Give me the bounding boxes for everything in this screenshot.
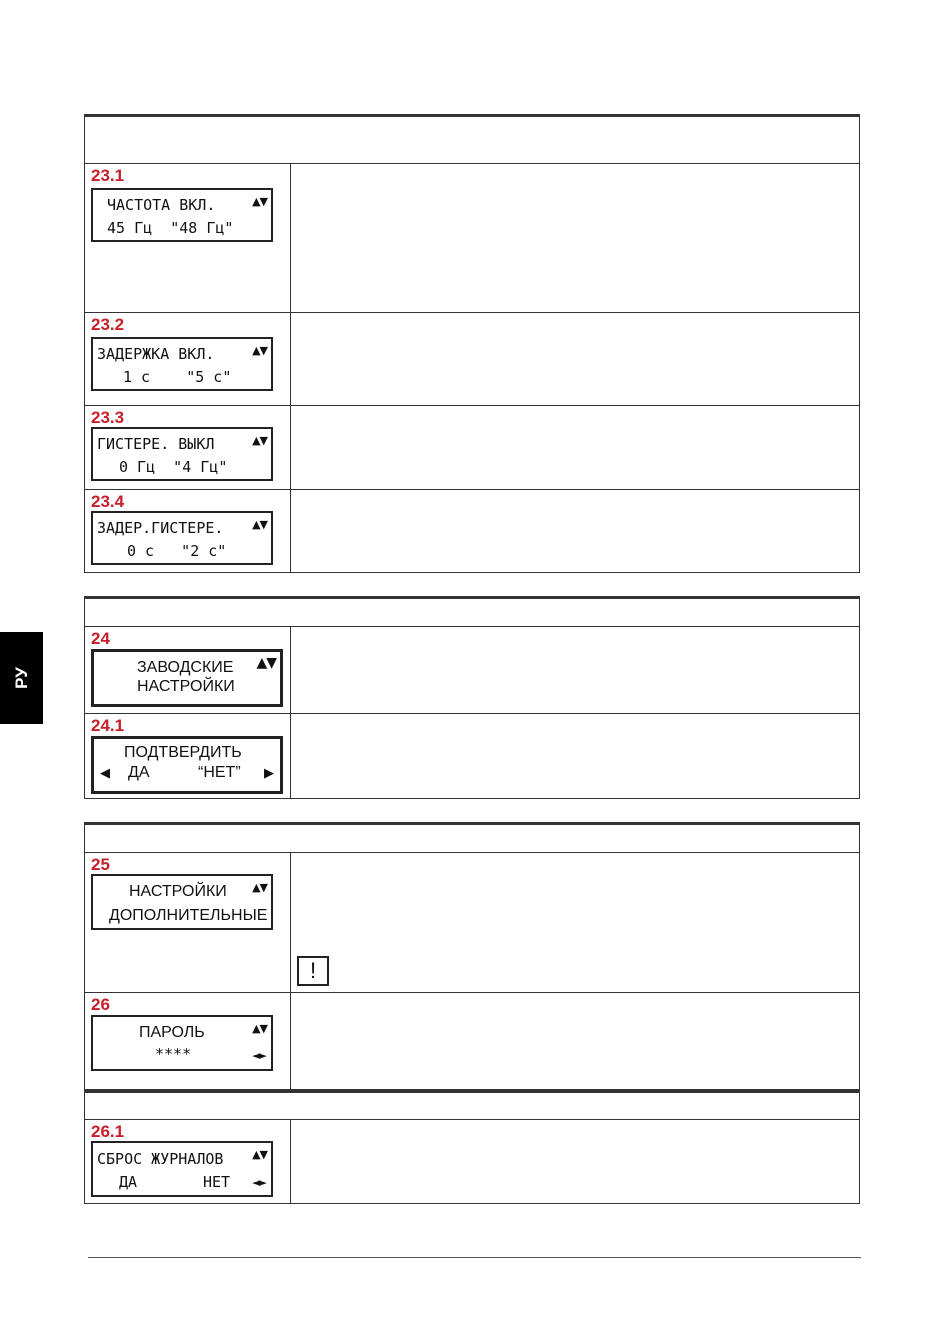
left-arrow-icon: ◀	[100, 766, 110, 781]
description-cell	[291, 406, 859, 489]
lcd-display	[91, 427, 273, 481]
step-number: 26.1	[91, 1122, 125, 1141]
lcd-display	[91, 1015, 273, 1071]
lcd-line-2: 1 с "5 с"	[123, 368, 232, 386]
lcd-line-1: ПАРОЛЬ	[139, 1024, 205, 1041]
lcd-line-1: ЗАДЕР.ГИСТЕРЕ.	[97, 519, 224, 537]
step-number: 23.2	[91, 315, 125, 334]
display-cell	[85, 993, 291, 1089]
step-number: 23.4	[91, 492, 125, 511]
display-cell	[85, 714, 291, 798]
up-down-arrows-icon: ▲▼	[252, 344, 267, 357]
table-row	[85, 853, 859, 992]
lcd-line-2: 0 с "2 с"	[127, 542, 227, 560]
step-number: 24.1	[91, 716, 125, 735]
option-no: НЕТ	[203, 1173, 231, 1191]
lcd-line-1: ЧАСТОТА ВКЛ.	[107, 196, 216, 214]
option-no: “НЕТ”	[198, 764, 241, 781]
section-header	[85, 115, 859, 164]
warning-icon: !	[297, 956, 329, 986]
lcd-line-1: ЗАДЕРЖКА ВКЛ.	[97, 345, 215, 363]
section-23	[84, 114, 860, 573]
description-cell	[291, 1120, 859, 1203]
up-down-arrows-icon: ▲▼	[252, 195, 267, 208]
option-yes: ДА	[128, 764, 150, 781]
lcd-display	[91, 736, 283, 794]
lcd-display	[91, 649, 283, 707]
left-right-arrows-icon: ◄►	[252, 1049, 265, 1062]
section-header	[85, 1091, 859, 1120]
right-arrow-icon: ▶	[264, 766, 274, 781]
table-row	[85, 405, 859, 489]
section-26-1	[84, 1090, 860, 1204]
up-down-arrows-icon: ▲▼	[252, 518, 267, 531]
display-cell	[85, 627, 291, 713]
lcd-display	[91, 511, 273, 565]
table-row	[85, 312, 859, 405]
language-tab	[0, 632, 43, 724]
lcd-line-1: ГИСТЕРЕ. ВЫКЛ	[97, 435, 215, 453]
display-cell	[85, 313, 291, 405]
description-cell	[291, 627, 859, 713]
step-number: 25	[91, 855, 110, 874]
display-cell	[85, 853, 291, 992]
footer-rule	[88, 1257, 861, 1258]
lcd-line-2: НАСТРОЙКИ	[137, 678, 235, 695]
display-cell	[85, 164, 291, 312]
up-down-arrows-icon: ▲▼	[252, 1148, 267, 1161]
description-cell	[291, 993, 859, 1089]
step-number: 23.1	[91, 166, 125, 185]
up-down-arrows-icon: ▲▼	[252, 434, 267, 447]
lcd-line-1: ЗАВОДСКИЕ	[137, 659, 234, 676]
lcd-display	[91, 1141, 273, 1197]
left-right-arrows-icon: ◄►	[252, 1176, 265, 1189]
table-row	[85, 713, 859, 798]
table-row	[85, 992, 859, 1089]
lcd-display	[91, 188, 273, 242]
display-cell	[85, 406, 291, 489]
section-header	[85, 823, 859, 853]
option-yes: ДА	[119, 1173, 138, 1191]
description-cell	[291, 313, 859, 405]
lcd-line-1: НАСТРОЙКИ	[129, 883, 227, 900]
section-25	[84, 822, 860, 1090]
description-cell	[291, 164, 859, 312]
lcd-display	[91, 337, 273, 391]
section-header	[85, 597, 859, 627]
section-24	[84, 596, 860, 799]
table-row	[85, 1120, 859, 1203]
lcd-line-2: 0 Гц "4 Гц"	[119, 458, 228, 476]
table-row	[85, 164, 859, 312]
lcd-display	[91, 874, 273, 930]
step-number: 24	[91, 629, 110, 648]
lcd-line-2: ДОПОЛНИТЕЛЬНЫЕ	[109, 907, 268, 924]
step-number: 26	[91, 995, 110, 1014]
up-down-arrows-icon: ▲▼	[252, 881, 267, 894]
lcd-line-1: СБРОС ЖУРНАЛОВ	[97, 1150, 224, 1168]
lcd-line-2: 45 Гц "48 Гц"	[107, 219, 234, 237]
password-mask: ****	[155, 1045, 192, 1063]
description-cell	[291, 853, 859, 992]
display-cell	[85, 490, 291, 572]
description-cell	[291, 490, 859, 572]
description-cell	[291, 714, 859, 798]
language-tab-label: РУ	[11, 667, 31, 689]
table-row	[85, 489, 859, 572]
table-row	[85, 627, 859, 713]
step-number: 23.3	[91, 408, 125, 427]
up-down-arrows-icon: ▲▼	[256, 655, 276, 671]
display-cell	[85, 1120, 291, 1203]
up-down-arrows-icon: ▲▼	[252, 1022, 267, 1035]
lcd-line-1: ПОДТВЕРДИТЬ	[124, 744, 242, 761]
